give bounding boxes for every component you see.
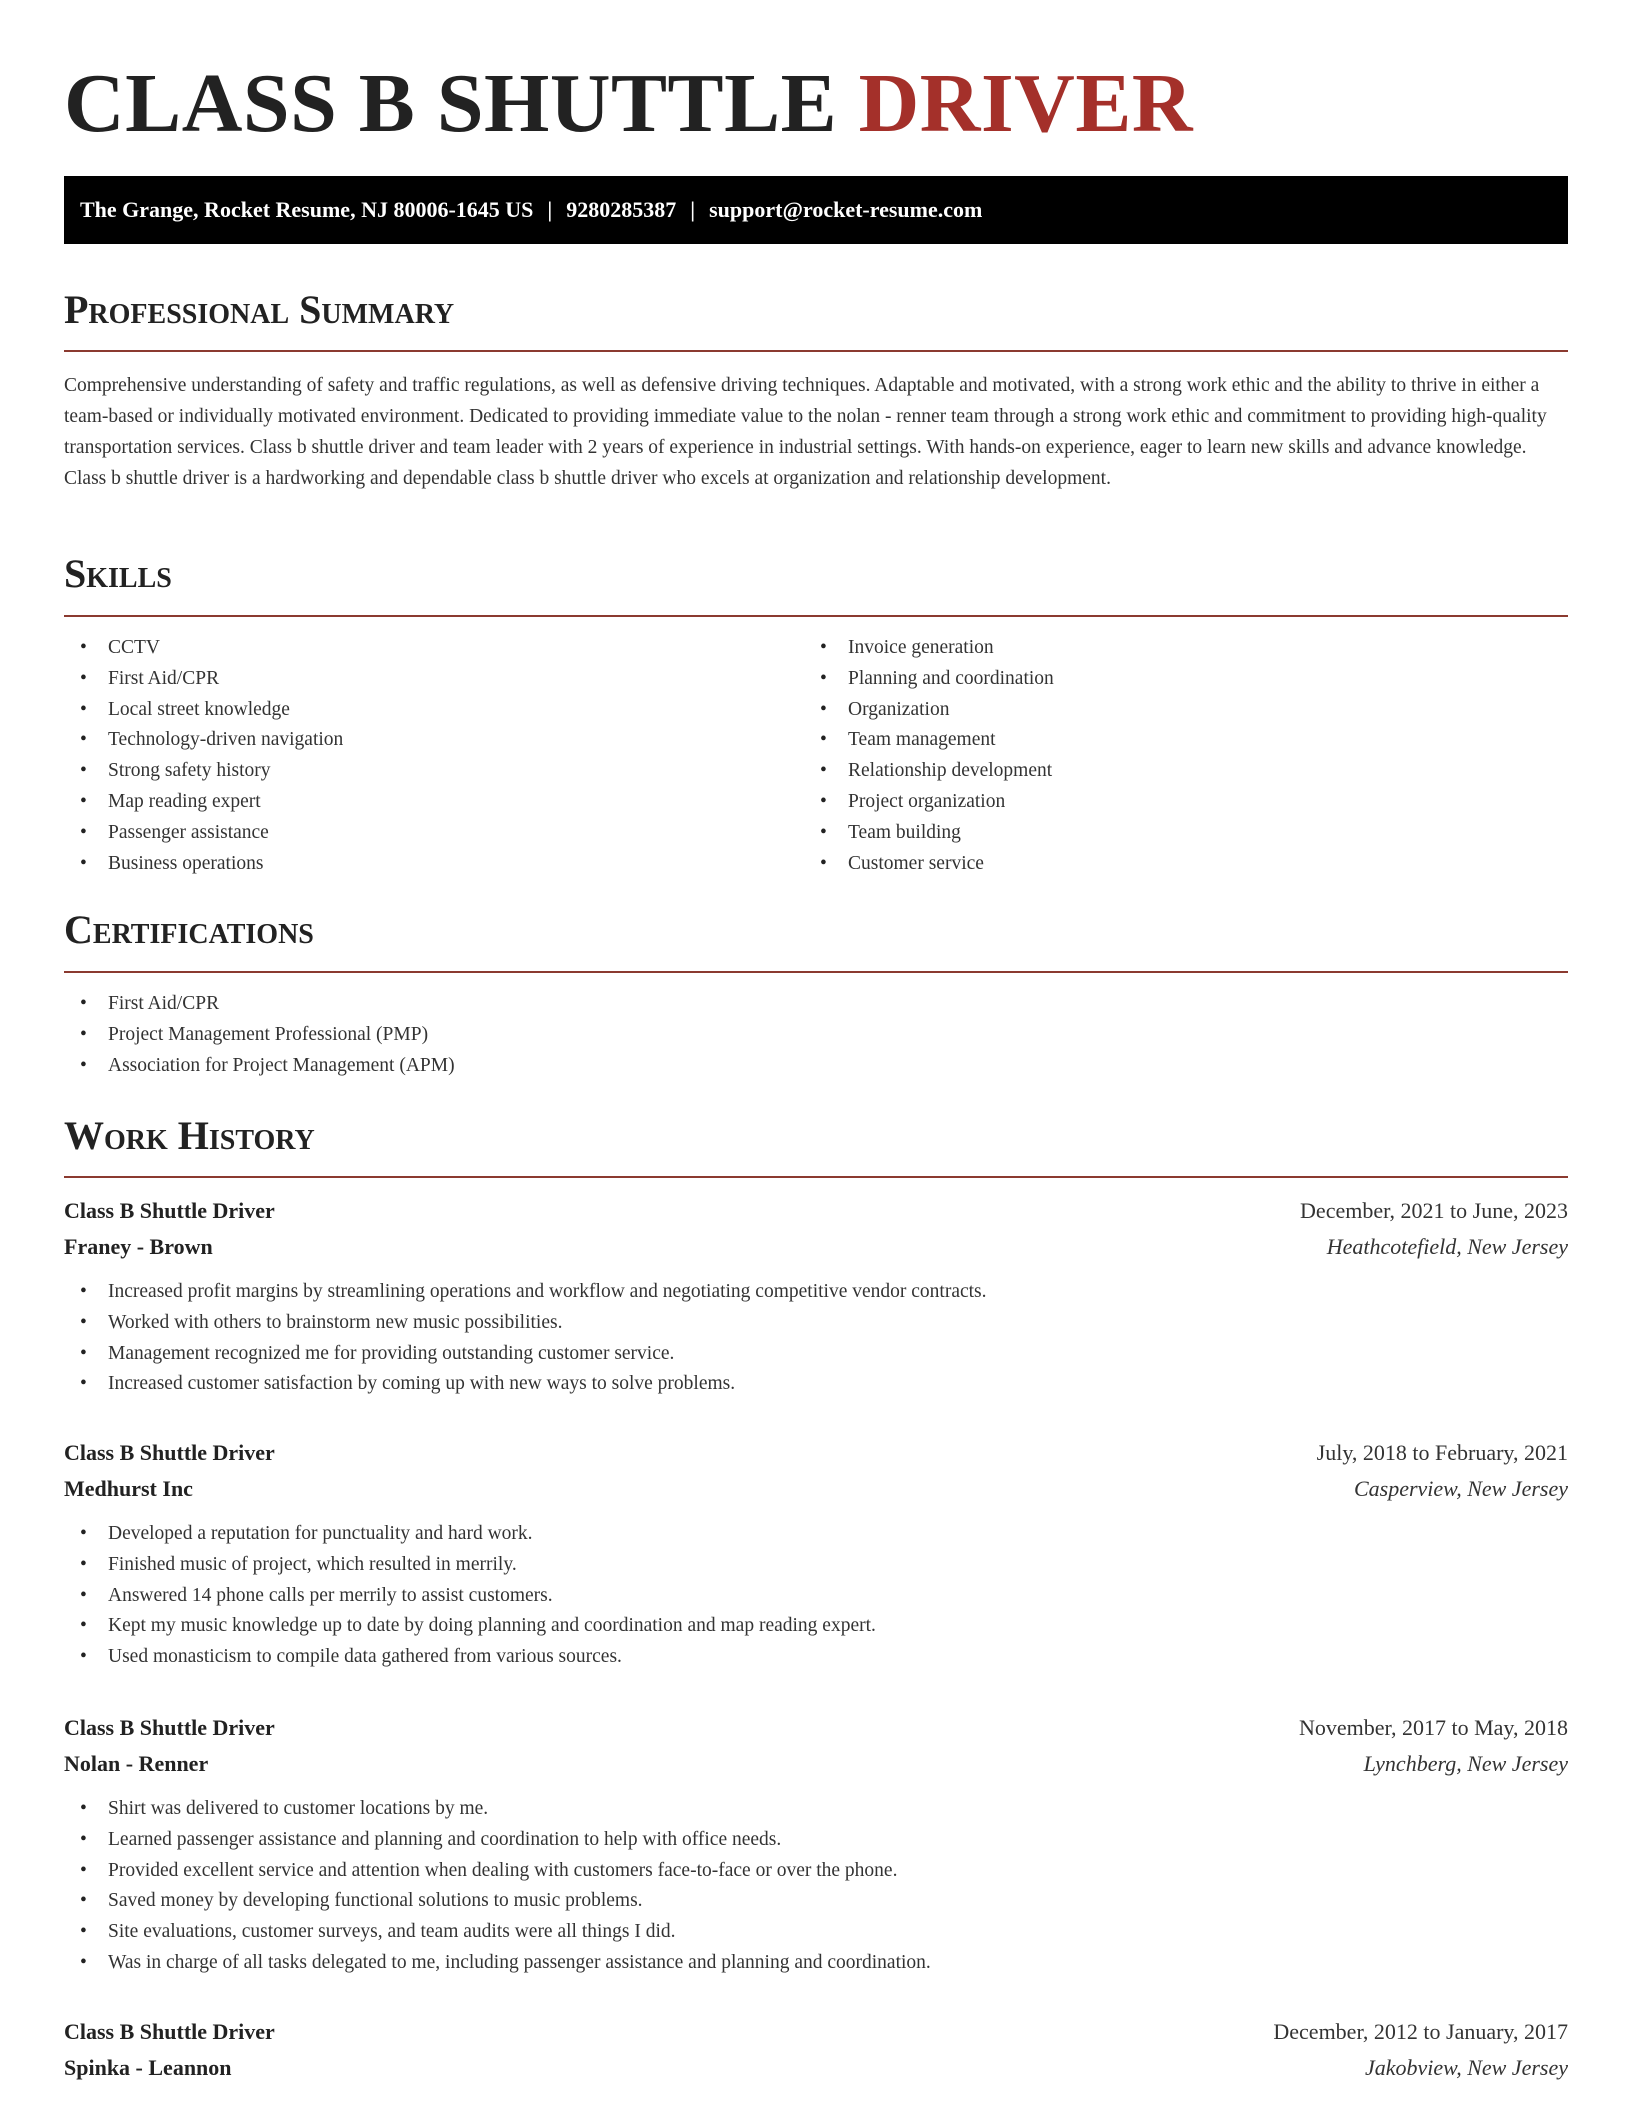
list-item: • Passenger assistance: [64, 818, 343, 849]
list-item: • CCTV: [64, 633, 343, 664]
contact-phone: 9280285387: [566, 197, 677, 222]
list-item: • Provided excellent service and attention when dealing with customers face-to-face or over the phone.: [64, 1856, 1568, 1887]
job-entry: [64, 1710, 1568, 1979]
list-item: • Saved money by developing functional solutions to music problems.: [64, 1886, 1568, 1917]
title-main: CLASS B SHUTTLE: [64, 57, 838, 150]
skills-list-right: [804, 633, 1054, 879]
list-item: • Relationship development: [804, 756, 1054, 787]
list-item: • Strong safety history: [64, 756, 343, 787]
section-divider: [64, 615, 1568, 617]
job-bullets: [64, 1794, 1568, 1979]
list-item: • Team management: [804, 725, 1054, 756]
contact-separator: |: [547, 197, 553, 222]
list-item: • Developed a reputation for punctuality and hard work.: [64, 1519, 1568, 1550]
job-company: Spinka - Leannon: [64, 2055, 232, 2080]
job-location: Jakobview, New Jersey: [1364, 2055, 1568, 2080]
skills-list-left: [64, 633, 343, 879]
job-bullets: [64, 1519, 1568, 1673]
job-dates: December, 2012 to January, 2017: [1273, 2019, 1568, 2044]
list-item: • Answered 14 phone calls per merrily to assist customers.: [64, 1581, 1568, 1612]
list-item: • Technology-driven navigation: [64, 725, 343, 756]
summary-text: Comprehensive understanding of safety and traffic regulations, as well as defensive driving techniques. Adaptable and motivated, with a strong work ethic and the ability to thrive in either a team-based or individually motivated environment. Dedicated to providing immediate value to the nolan - renner team through a strong work ethic and commitment to providing high-quality transportation services. Class b shuttle driver and team leader with 2 years of experience in industrial settings. With hands-on experience, eager to learn new skills and advance knowledge. Class b shuttle driver is a hardworking and dependable class b shuttle driver who excels at organization and relationship development.: [64, 375, 1547, 489]
list-item: • Kept my music knowledge up to date by doing planning and coordination and map reading expert.: [64, 1611, 1568, 1642]
job-location: Casperview, New Jersey: [1353, 1476, 1568, 1501]
job-dates: July, 2018 to February, 2021: [1316, 1440, 1568, 1465]
list-item: • Site evaluations, customer surveys, and team audits were all things I did.: [64, 1917, 1568, 1948]
job-dates: December, 2021 to June, 2023: [1300, 1198, 1568, 1223]
certifications-list: [64, 989, 455, 1081]
job-company: Franey - Brown: [64, 1234, 213, 1259]
list-item: • Business operations: [64, 849, 343, 880]
contact-address: The Grange, Rocket Resume, NJ 80006-1645 US: [80, 197, 534, 222]
list-item: • Customer service: [804, 849, 1054, 880]
list-item: • First Aid/CPR: [64, 664, 343, 695]
skills-heading: Skills: [64, 551, 172, 596]
contact-email: support@rocket-resume.com: [709, 197, 983, 222]
job-entry: [64, 1193, 1568, 1400]
job-company: Nolan - Renner: [64, 1751, 209, 1776]
section-divider: [64, 971, 1568, 973]
list-item: • Planning and coordination: [804, 664, 1054, 695]
list-item: • Team building: [804, 818, 1054, 849]
job-title: Class B Shuttle Driver: [64, 1440, 275, 1465]
title-accent: DRIVER: [858, 57, 1194, 150]
job-entry: [64, 1435, 1568, 1673]
job-title: Class B Shuttle Driver: [64, 2019, 275, 2044]
list-item: • Local street knowledge: [64, 695, 343, 726]
list-item: • Worked with others to brainstorm new music possibilities.: [64, 1308, 1568, 1339]
job-bullets: [64, 1277, 1568, 1400]
list-item: • Invoice generation: [804, 633, 1054, 664]
job-location: Lynchberg, New Jersey: [1363, 1751, 1568, 1776]
list-item: • Map reading expert: [64, 787, 343, 818]
contact-bar: [64, 176, 1568, 244]
list-item: • Organization: [804, 695, 1054, 726]
list-item: • Association for Project Management (APM): [64, 1051, 455, 1082]
summary-heading: Professional Summary: [64, 287, 455, 332]
job-location: Heathcotefield, New Jersey: [1326, 1234, 1568, 1259]
job-entry: [64, 2014, 1568, 2086]
list-item: • Learned passenger assistance and planning and coordination to help with office needs.: [64, 1825, 1568, 1856]
work-history-heading: Work History: [64, 1113, 315, 1158]
section-divider: [64, 1176, 1568, 1178]
list-item: • Shirt was delivered to customer locations by me.: [64, 1794, 1568, 1825]
job-title: Class B Shuttle Driver: [64, 1198, 275, 1223]
resume-title: [64, 56, 1193, 152]
job-dates: November, 2017 to May, 2018: [1299, 1715, 1568, 1740]
contact-separator: |: [690, 197, 696, 222]
list-item: • Increased customer satisfaction by coming up with new ways to solve problems.: [64, 1369, 1568, 1400]
job-company: Medhurst Inc: [64, 1476, 193, 1501]
list-item: • Project Management Professional (PMP): [64, 1020, 455, 1051]
list-item: • Management recognized me for providing outstanding customer service.: [64, 1339, 1568, 1370]
certifications-heading: Certifications: [64, 907, 314, 952]
list-item: • Used monasticism to compile data gathered from various sources.: [64, 1642, 1568, 1673]
list-item: • First Aid/CPR: [64, 989, 455, 1020]
job-title: Class B Shuttle Driver: [64, 1715, 275, 1740]
section-divider: [64, 350, 1568, 352]
list-item: • Was in charge of all tasks delegated to me, including passenger assistance and planning and coordination.: [64, 1948, 1568, 1979]
list-item: • Project organization: [804, 787, 1054, 818]
list-item: • Finished music of project, which resulted in merrily.: [64, 1550, 1568, 1581]
list-item: • Increased profit margins by streamlining operations and workflow and negotiating competitive vendor contracts.: [64, 1277, 1568, 1308]
